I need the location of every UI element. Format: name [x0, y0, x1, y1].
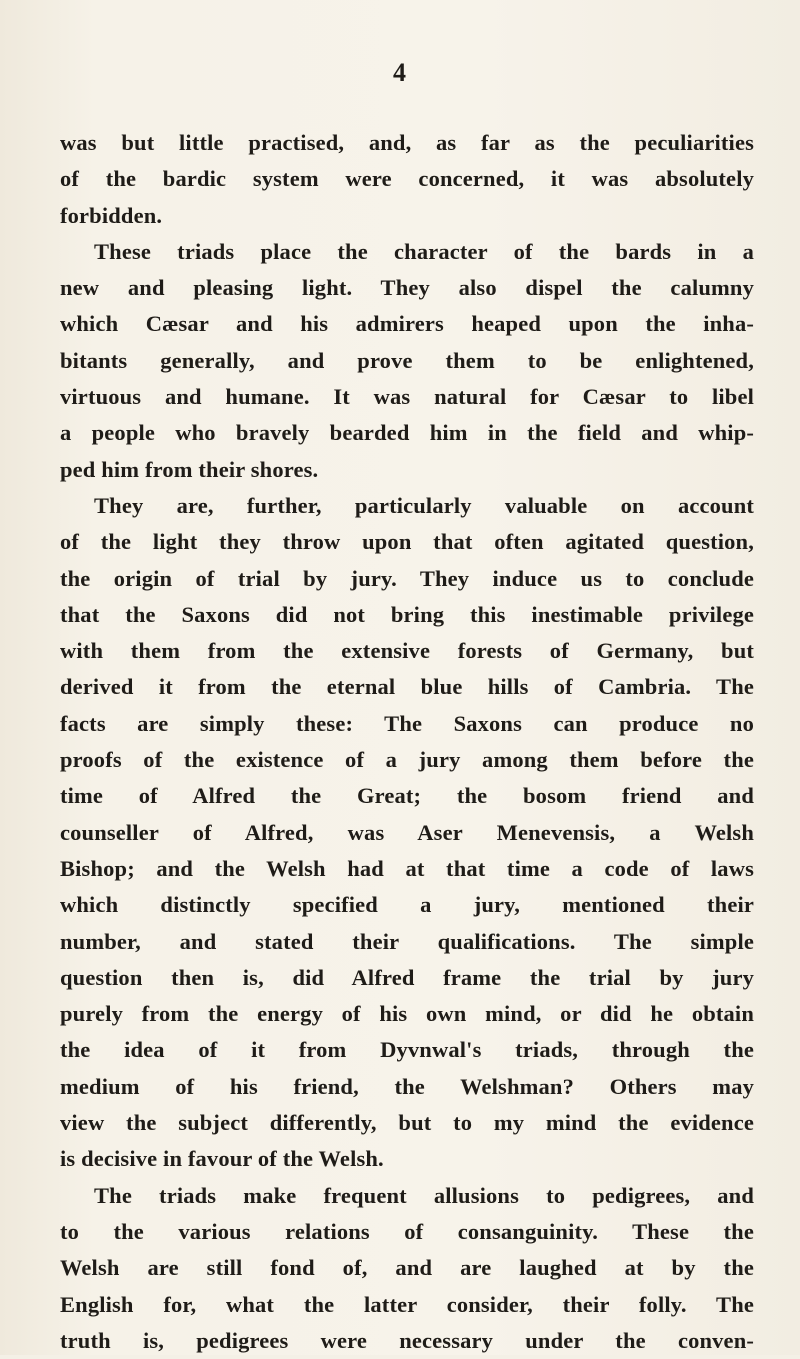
text-line: The triads make frequent allusions to pedigrees, and: [94, 1182, 754, 1208]
text-line: of the light they throw upon that often agitated question,: [60, 529, 754, 555]
text-line: which Cæsar and his admirers heaped upon the inha-: [60, 311, 754, 337]
text-line: the idea of it from Dyvnwal's triads, through the: [60, 1037, 754, 1063]
text-line: truth is, pedigrees were necessary under the conven-: [60, 1327, 754, 1353]
text-line: the origin of trial by jury. They induce us to conclude: [60, 565, 754, 591]
text-line: bitants generally, and prove them to be enlightened,: [60, 347, 754, 373]
text-line: was but little practised, and, as far as the peculiarities: [60, 130, 754, 155]
text-line: question then is, did Alfred frame the trial by jury: [60, 964, 754, 990]
text-line: facts are simply these: The Saxons can produce no: [60, 710, 754, 736]
text-line: view the subject differently, but to my mind the evidence: [60, 1110, 754, 1136]
text-line: that the Saxons did not bring this inestimable privilege: [60, 601, 754, 627]
text-line: proofs of the existence of a jury among them before the: [60, 747, 754, 773]
text-line: Bishop; and the Welsh had at that time a code of laws: [60, 855, 754, 881]
text-line: purely from the energy of his own mind, or did he obtain: [60, 1001, 754, 1027]
text-line: derived it from the eternal blue hills of Cambria. The: [60, 674, 754, 700]
body-text: [60, 125, 754, 1359]
text-line: to the various relations of consanguinity. These the: [60, 1218, 754, 1244]
text-line: a people who bravely bearded him in the field and whip-: [60, 420, 754, 446]
text-line: which distinctly specified a jury, mentioned their: [60, 892, 754, 918]
text-line: They are, further, particularly valuable on account: [94, 492, 754, 518]
text-line: English for, what the latter consider, their folly. The: [60, 1291, 754, 1317]
text-line: of the bardic system were concerned, it was absolutely: [60, 166, 754, 192]
text-line: is decisive in favour of the Welsh.: [60, 1146, 384, 1172]
text-line: new and pleasing light. They also dispel the calumny: [60, 275, 754, 301]
text-line: forbidden.: [60, 202, 163, 228]
text-line: with them from the extensive forests of Germany, but: [60, 638, 754, 664]
text-line: counseller of Alfred, was Aser Menevensis, a Welsh: [60, 819, 754, 845]
text-line: ped him from their shores.: [60, 456, 319, 482]
text-line: medium of his friend, the Welshman? Others may: [60, 1073, 754, 1099]
text-line: These triads place the character of the bards in a: [94, 238, 754, 264]
text-line: Welsh are still fond of, and are laughed at by the: [60, 1255, 754, 1281]
text-line: time of Alfred the Great; the bosom friend and: [60, 783, 754, 809]
text-line: number, and stated their qualifications. The simple: [60, 928, 754, 954]
page-number: 4: [393, 58, 407, 87]
text-line: virtuous and humane. It was natural for Cæsar to libel: [60, 384, 754, 410]
